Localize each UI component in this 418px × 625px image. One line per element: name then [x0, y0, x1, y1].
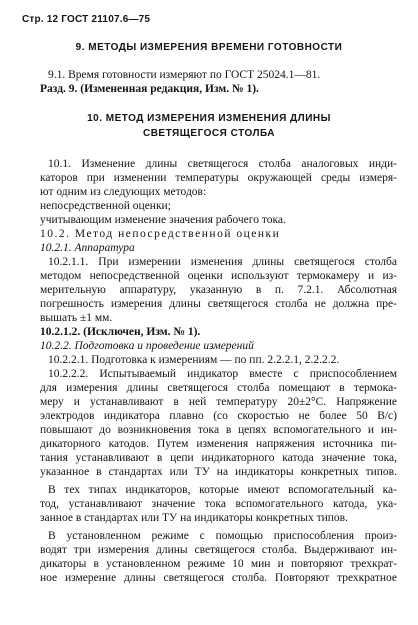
text-line: водят три измерения длины светящегося столба. Выдерживают ин- [40, 544, 397, 556]
text-line: ное измерение длины светящегося столба. Повторяют трехкратное [40, 572, 397, 584]
text-line: для измерения длины светящегося столба помещают в термока- [40, 382, 397, 394]
text-line: занное в стандартах или ТУ на индикаторы конкретных типов. [40, 512, 348, 524]
text-line: тод, устанавливают значение тока вспомогательного катода, ука- [40, 498, 397, 510]
text-line: 10.1. Изменение длины светящегося столба аналоговых инди- [48, 158, 397, 170]
text-line: меру и устанавливают в ней температуру 20±2°С. Напряжение [40, 396, 397, 408]
text-line: повышают до возникновения тока в цепях вспомогательного и ин- [40, 424, 397, 436]
clause-excluded: 10.2.1.2. (Исключен, Изм. № 1). [40, 326, 201, 338]
text-line: указанное в стандартах или ТУ на индикаторы конкретных типов. [40, 466, 397, 478]
section-10-title-line1: 10. МЕТОД ИЗМЕРЕНИЯ ИЗМЕНЕНИЯ ДЛИНЫ [87, 113, 331, 124]
subsection-heading: 10.2.2. Подготовка и проведение измерений [40, 340, 254, 352]
text-line: дикаторного катодов. Путем изменения напряжения источника пи- [40, 438, 397, 450]
text-line: каторов при изменении температуры окружающей среды измеря- [40, 172, 397, 184]
section-10-title-line2: СВЕТЯЩЕГОСЯ СТОЛБА [142, 128, 276, 139]
page-header: Стр. 12 ГОСТ 21107.6—75 [22, 14, 151, 25]
text-line: вышать ±1 мм. [40, 312, 113, 324]
section-9-note: Разд. 9. (Измененная редакция, Изм. № 1). [40, 83, 259, 95]
text-line: В установленном режиме с помощью приспособления произ- [48, 530, 397, 542]
text-line: В тех типах индикаторов, которые имеют вспомогательный ка- [48, 484, 397, 496]
text-line: методом непосредственной оценки используют термокамеру и из- [40, 270, 397, 282]
section-9-title: 9. МЕТОДЫ ИЗМЕРЕНИЯ ВРЕМЕНИ ГОТОВНОСТИ [75, 42, 343, 53]
text-line: 10.2.2.2. Испытываемый индикатор вместе с приспособлением [48, 368, 397, 380]
text-line: 10.2.1.1. При измерении изменения длины светящегося столба [48, 256, 397, 268]
clause-9-1: 9.1. Время готовности измеряют по ГОСТ 25024.1—81. [48, 69, 321, 81]
subsection-heading: 10.2. Метод непосредственной оценки [40, 228, 281, 240]
text-line: учитывающим изменение значения рабочего тока. [40, 214, 286, 226]
text-line: 10.2.2.1. Подготовка к измерениям — по пп. 2.2.2.1, 2.2.2.2. [48, 354, 340, 366]
text-line: мерительную аппаратуру, указанную в п. 7.2.1. Абсолютная [40, 284, 397, 296]
text-line: погрешность измерения длины светящегося столба не должна пре- [40, 298, 397, 310]
text-line: непосредственной оценки; [40, 200, 171, 212]
text-line: ют одним из следующих методов: [40, 186, 207, 198]
text-line: электродов индикатора плавно (со скоростью не более 50 В/с) [40, 410, 397, 422]
text-line: дикаторы в установленном режиме 10 мин и повторяют трехкрат- [40, 558, 397, 570]
text-line: тания устанавливают в цепи индикаторного катода значение тока, [40, 452, 397, 464]
subsection-heading: 10.2.1. Аппаратура [40, 242, 135, 254]
